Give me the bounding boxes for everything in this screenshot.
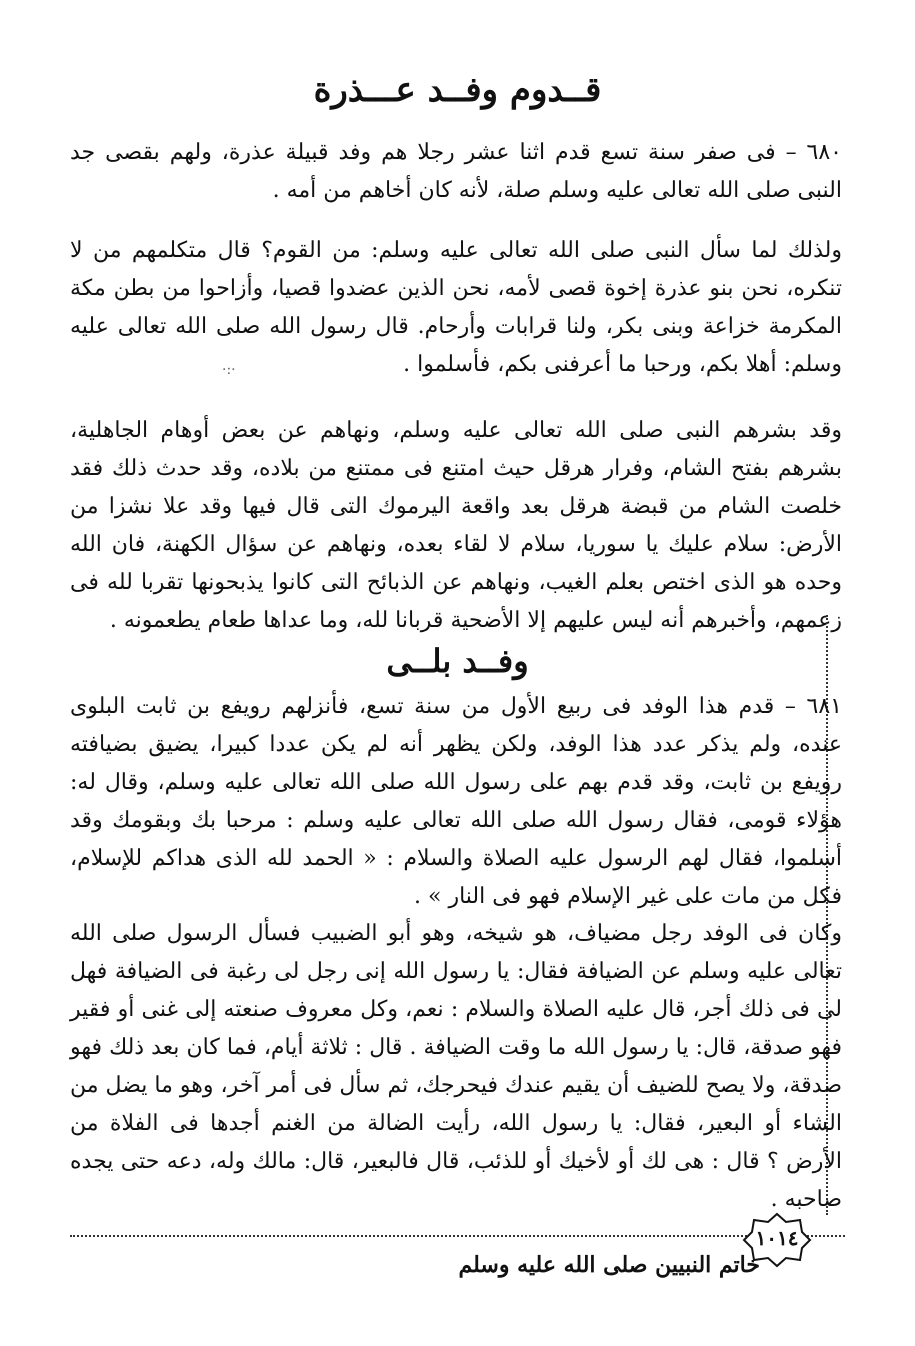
footer-dotted-rule bbox=[70, 1235, 750, 1237]
ink-mark: ·:· bbox=[222, 362, 236, 378]
page-number: ١٠١٤ bbox=[755, 1226, 799, 1250]
paragraph-680: ٦٨٠ – فى صفر سنة تسع قدم اثنا عشر رجلا هم وفد قبيلة عذرة، ولهم بقصى جد النبى صلى الله تعالى عليه وسلم صلة، لأنه كان أخاهم من أمه . bbox=[70, 140, 842, 203]
paragraph-glad-tidings: وقد بشرهم النبى صلى الله تعالى عليه وسلم، ونهاهم عن بعض أوهام الجاهلية، بشرهم بفتح الشام، وفرار هرقل حيث امتنع فى ممتنع من بلاده، وقد حدث ذلك فقد خلصت الشام من قبضة هرقل بعد واقعة اليرموك التى قال فيها وقد علا نشزا من الأرض: سلام عليك يا سوريا، سلام لا لقاء بعده، ونهاهم عن سؤال الكهنة، فان الله وحده هو الذى اختص بعلم الغيب، ونهاهم عن الذبائح التى كانوا يذبحونها تقربا لله فى زعمهم، وأخبرهم أنه ليس عليهم إلا الأضحية قربانا لله، وما عداها طعام يطعمونه . bbox=[70, 418, 842, 633]
paragraph-681: ٦٨١ – قدم هذا الوفد فى ربيع الأول من سنة تسع، فأنزلهم رويفع بن ثابت البلوى عنده، ولم يذكر عدد هذا الوفد، ولكن يظهر أنه لم يكن عددا كبيرا، يضيق بضيافته رويفع بن ثابت، وقد قدم بهم على رسول الله صلى الله تعالى عليه وسلم، وقال له: هؤلاء قومى، فقال رسول الله صلى الله تعالى عليه وسلم : مرحبا بك وبقومك وقد أسلموا، فقال لهم الرسول عليه الصلاة والسلام : « الحمد لله الذى هداكم للإسلام، فكل من مات على غير الإسلام فهو فى النار » . bbox=[70, 694, 842, 909]
footer-book-title: خاتم النبيين صلى الله عليه وسلم bbox=[458, 1252, 760, 1278]
paragraph-tribe-reply: ولذلك لما سأل النبى صلى الله تعالى عليه وسلم: من القوم؟ قال متكلمهم من لا تنكره، نحن بنو عذرة إخوة قصى لأمه، نحن الذين عضدوا قصيا، وأزاحوا من بطن مكة المكرمة خزاعة وبنى بكر، ولنا قرابات وأرحام. قال رسول الله صلى الله تعالى عليه وسلم: أهلا بكم، ورحبا ما أعرفنى بكم، فأسلموا . bbox=[70, 238, 842, 377]
section-title: قــدوم وفــد عـــذرة bbox=[313, 70, 602, 110]
paragraph-hospitality: وكان فى الوفد رجل مضياف، هو شيخه، وهو أبو الضبيب فسأل الرسول صلى الله تعالى عليه وسلم عن الضيافة فقال: يا رسول الله إنى رجل لى رغبة فى الضيافة فهل لى فى ذلك أجر، قال عليه الصلاة والسلام : نعم، وكل معروف صنعته إلى غنى أو فقير فهو صدقة، قال: يا رسول الله ما وقت الضيافة . قال : ثلاثة أيام، فما كان بعد ذلك فهو صدقة، ولا يصح للضيف أن يقيم عندك فيحرجك، ثم سأل فى أمر آخر، وهو ما يضل من الشاء أو البعير، فقال: يا رسول الله، رأيت الضالة من الغنم أجدها فى الفلاة من الأرض ؟ قال : هى لك أو لأخيك أو للذئب، قال فالبعير، قال: مالك وله، دعه حتى يجده صاحبه . bbox=[70, 921, 842, 1212]
section-subtitle: وفــد بلــى bbox=[386, 642, 529, 680]
